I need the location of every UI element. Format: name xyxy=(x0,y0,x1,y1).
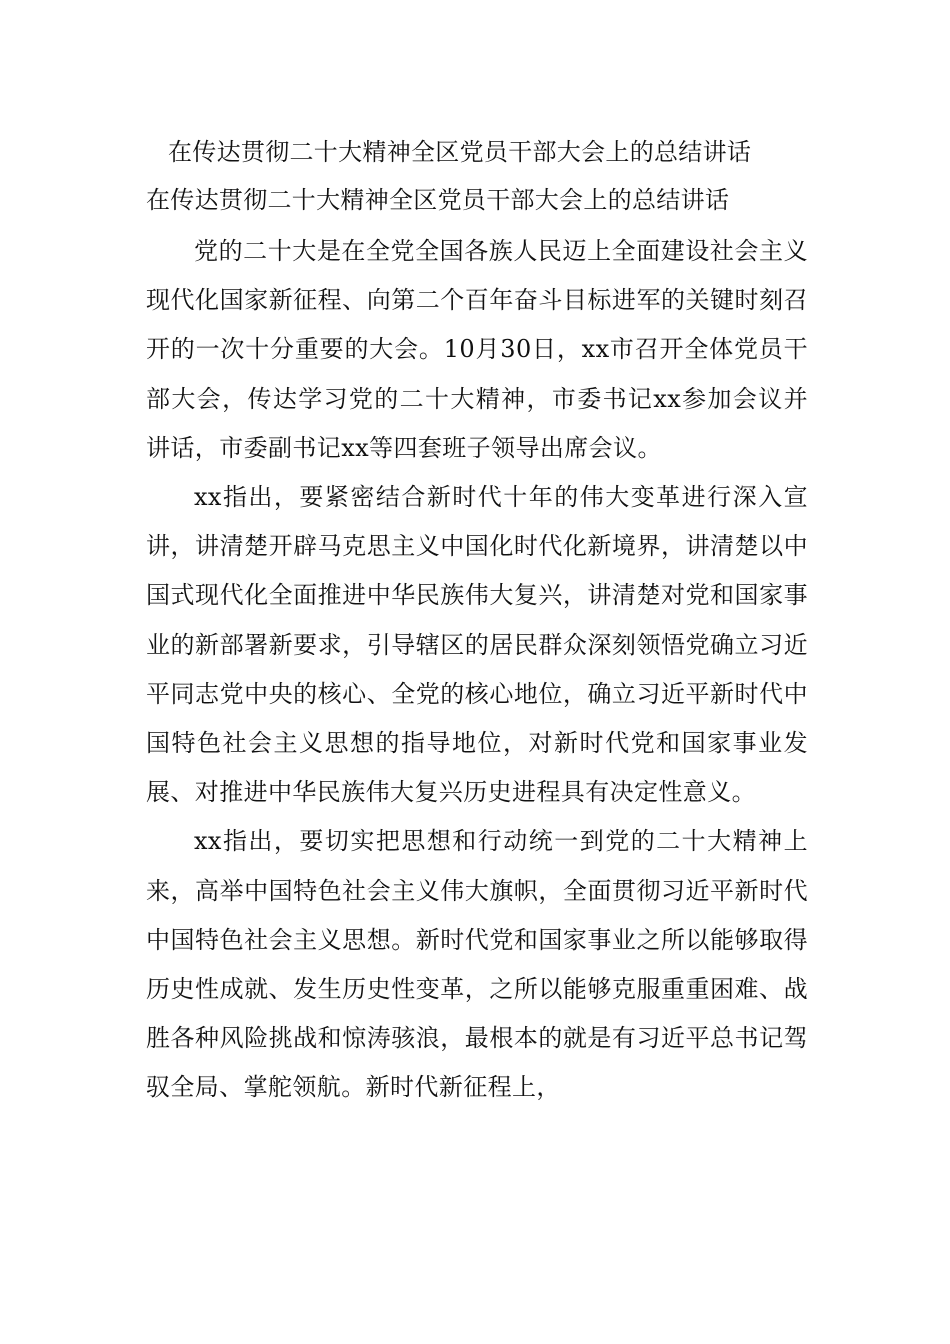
paragraph-1: 党的二十大是在全党全国各族人民迈上全面建设社会主义现代化国家新征程、向第二个百年奋斗目标进军的关键时刻召开的一次十分重要的大会。10月30日，xx市召开全体党员干部大会，传达学习党的二十大精神，市委书记xx参加会议并讲话，市委副书记xx等四套班子领导出席会议。 xyxy=(146,237,808,462)
document-body xyxy=(146,227,808,1113)
document-title: 在传达贯彻二十大精神全区党员干部大会上的总结讲话 xyxy=(168,138,752,166)
paragraph-3: xx指出，要切实把思想和行动统一到党的二十大精神上来，高举中国特色社会主义伟大旗帜，全面贯彻习近平新时代中国特色社会主义思想。新时代党和国家事业之所以能够取得历史性成就、发生历史性变革，之所以能够克服重重困难、战胜各种风险挑战和惊涛骇浪，最根本的就是有习近平总书记驾驭全局、掌舵领航。新时代新征程上， xyxy=(146,827,808,1102)
paragraph-2: xx指出，要紧密结合新时代十年的伟大变革进行深入宣讲，讲清楚开辟马克思主义中国化时代化新境界，讲清楚以中国式现代化全面推进中华民族伟大复兴，讲清楚对党和国家事业的新部署新要求，引导辖区的居民群众深刻领悟党确立习近平同志党中央的核心、全党的核心地位，确立习近平新时代中国特色社会主义思想的指导地位，对新时代党和国家事业发展、对推进中华民族伟大复兴历史进程具有决定性意义。 xyxy=(146,483,808,807)
document-subtitle: 在传达贯彻二十大精神全区党员干部大会上的总结讲话 xyxy=(146,186,730,214)
